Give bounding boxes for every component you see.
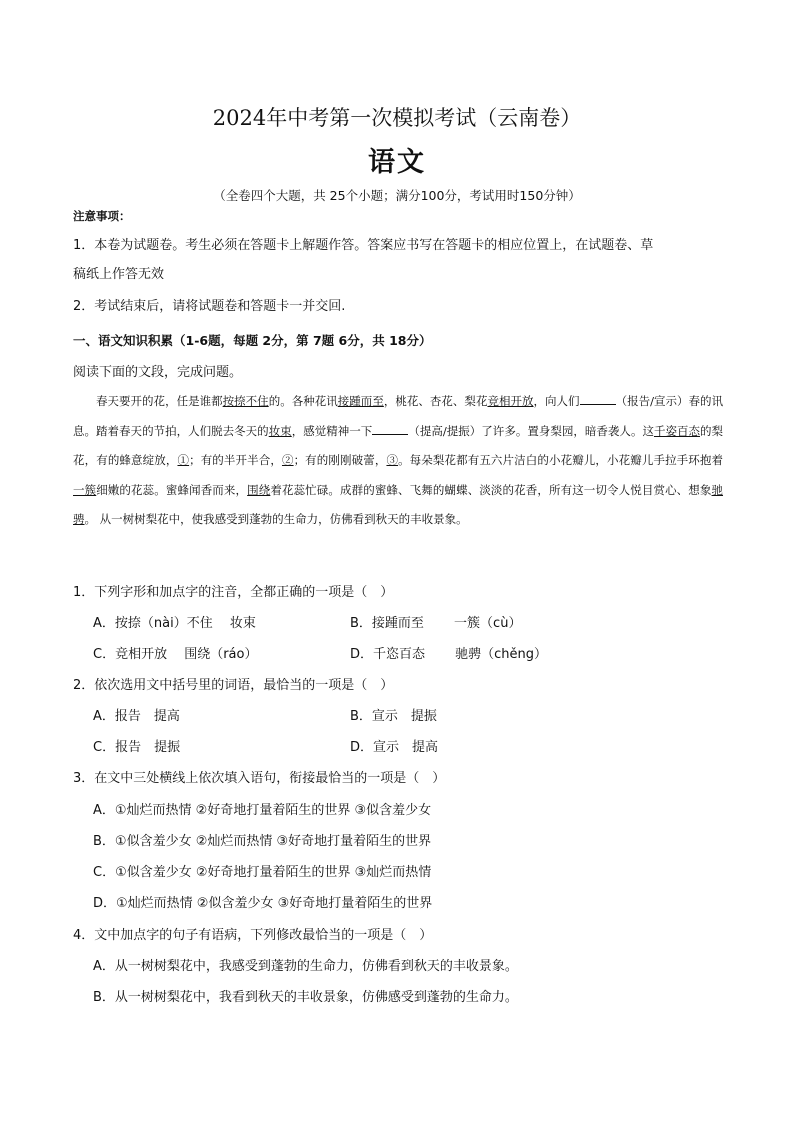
question-4-option-b[interactable]: B．从一树树梨花中，我看到秋天的丰收景象，仿佛感受到蓬勃的生命力。 bbox=[93, 990, 518, 1005]
question-1-option-b[interactable]: B．接踵而至 一簇（cù） bbox=[350, 616, 522, 631]
passage-underlined: 竞相开放 bbox=[487, 394, 534, 408]
passage-underlined: 千姿百态 bbox=[653, 423, 701, 438]
question-1-option-d[interactable]: D．千恣百态 驰骋（chěng） bbox=[350, 647, 548, 662]
question-3-option-c[interactable]: C．①似含羞少女 ②好奇地打量着陌生的世界 ③灿烂而热情 bbox=[93, 865, 432, 880]
question-4-option-a[interactable]: A．从一树树梨花中，我感受到蓬勃的生命力，仿佛看到秋天的丰收景象。 bbox=[93, 959, 518, 974]
question-3-stem: 3．在文中三处横线上依次填入语句，衔接最恰当的一项是（ ） bbox=[73, 771, 446, 786]
passage-underlined: 围绕 bbox=[247, 482, 271, 497]
passage-text: ，桃花、杏花、梨花 bbox=[383, 394, 488, 408]
passage-underlined: 妆束 bbox=[268, 423, 292, 438]
passage-underlined: 按捺不住 bbox=[222, 394, 269, 408]
passage-paragraph bbox=[73, 387, 723, 535]
question-2-option-b[interactable]: B．宣示 提振 bbox=[350, 709, 437, 724]
passage-underlined: 一簇 bbox=[73, 482, 97, 497]
passage-text: 。每朵梨花都有五六片洁白的小花瓣儿，小花瓣儿手拉手环抱着 bbox=[398, 453, 724, 467]
notice-item-1: 1．本卷为试题卷。考生必须在答题卡上解题作答。答案应书写在答题卡的相应位置上，在试题卷、草 bbox=[73, 238, 654, 253]
blank-marker-3: ③ bbox=[386, 453, 399, 467]
passage-underlined: 接踵而至 bbox=[337, 394, 384, 408]
passage-underlined: 驰骋 bbox=[73, 482, 724, 526]
passage-text: ，向人们 bbox=[533, 394, 580, 408]
exam-scope: （全卷四个大题，共 25个小题；满分100分，考试用时150分钟） bbox=[213, 188, 581, 203]
passage-text: 。 从一树树梨花中，使我感受到蓬勃的生命力，仿佛看到秋天的丰收景象。 bbox=[84, 512, 468, 526]
exam-title: 2024年中考第一次模拟考试（云南卷） bbox=[212, 106, 582, 130]
blank-marker-1: ① bbox=[177, 453, 190, 467]
question-4-stem: 4．文中加点字的句子有语病，下列修改最恰当的一项是（ ） bbox=[73, 928, 433, 943]
fill-blank bbox=[372, 422, 408, 435]
blank-marker-2: ② bbox=[281, 453, 294, 467]
question-3-option-d[interactable]: D．①灿烂而热情 ②似含羞少女 ③好奇地打量着陌生的世界 bbox=[93, 896, 433, 911]
notice-item-2: 2．考试结束后，请将试题卷和答题卡一并交回. bbox=[73, 299, 346, 314]
passage-text: （报告/宣示）春的讯息。踏着春天的节拍，人们脱去冬天的 bbox=[73, 394, 724, 438]
passage-text: 春天要开的花，任是谁都 bbox=[96, 394, 223, 408]
notice-item-1-cont: 稿纸上作答无效 bbox=[73, 267, 165, 282]
passage-text: 着花蕊忙碌。成群的蜜蜂、飞舞的蝴蝶、淡淡的花香，所有这一切令人悦目赏心、想象 bbox=[270, 482, 712, 497]
section-heading: 一、语文知识积累（1-6题，每题 2分，第 7题 6分，共 18分） bbox=[73, 333, 432, 348]
question-1-option-a[interactable]: A．按捺（nài）不住 妆束 bbox=[93, 616, 256, 631]
passage-text: 细嫩的花蕊。蜜蜂闻香而来， bbox=[96, 482, 248, 497]
question-2-option-c[interactable]: C．报告 提振 bbox=[93, 740, 181, 755]
passage-text: 的。各种花讯 bbox=[268, 394, 338, 408]
passage-text: （提高/提振）了许多。置身梨园，暗香袭人。这 bbox=[408, 423, 654, 438]
reading-passage bbox=[73, 387, 723, 535]
passage-text: 的梨花，有的蜂意绽放， bbox=[73, 423, 724, 467]
fill-blank bbox=[580, 392, 616, 405]
question-2-option-a[interactable]: A．报告 提高 bbox=[93, 709, 180, 724]
question-2-option-d[interactable]: D．宣示 提高 bbox=[350, 740, 439, 755]
section-intro: 阅读下面的文段，完成问题。 bbox=[73, 365, 243, 380]
passage-text: ；有的半开半合， bbox=[189, 453, 282, 467]
notice-label: 注意事项： bbox=[73, 209, 131, 223]
question-1-option-c[interactable]: C．竞相开放 围绕（ráo） bbox=[93, 647, 258, 662]
question-3-option-a[interactable]: A．①灿烂而热情 ②好奇地打量着陌生的世界 ③似含羞少女 bbox=[93, 803, 432, 818]
passage-text: ；有的刚刚破蕾， bbox=[293, 453, 387, 467]
question-1-stem: 1．下列字形和加点字的注音，全都正确的一项是（ ） bbox=[73, 585, 394, 600]
subject-title: 语文 bbox=[368, 147, 426, 178]
passage-text: ，感觉精神一下 bbox=[291, 423, 373, 438]
question-3-option-b[interactable]: B．①似含羞少女 ②灿烂而热情 ③好奇地打量着陌生的世界 bbox=[93, 834, 432, 849]
question-2-stem: 2．依次选用文中括号里的词语，最恰当的一项是（ ） bbox=[73, 678, 394, 693]
